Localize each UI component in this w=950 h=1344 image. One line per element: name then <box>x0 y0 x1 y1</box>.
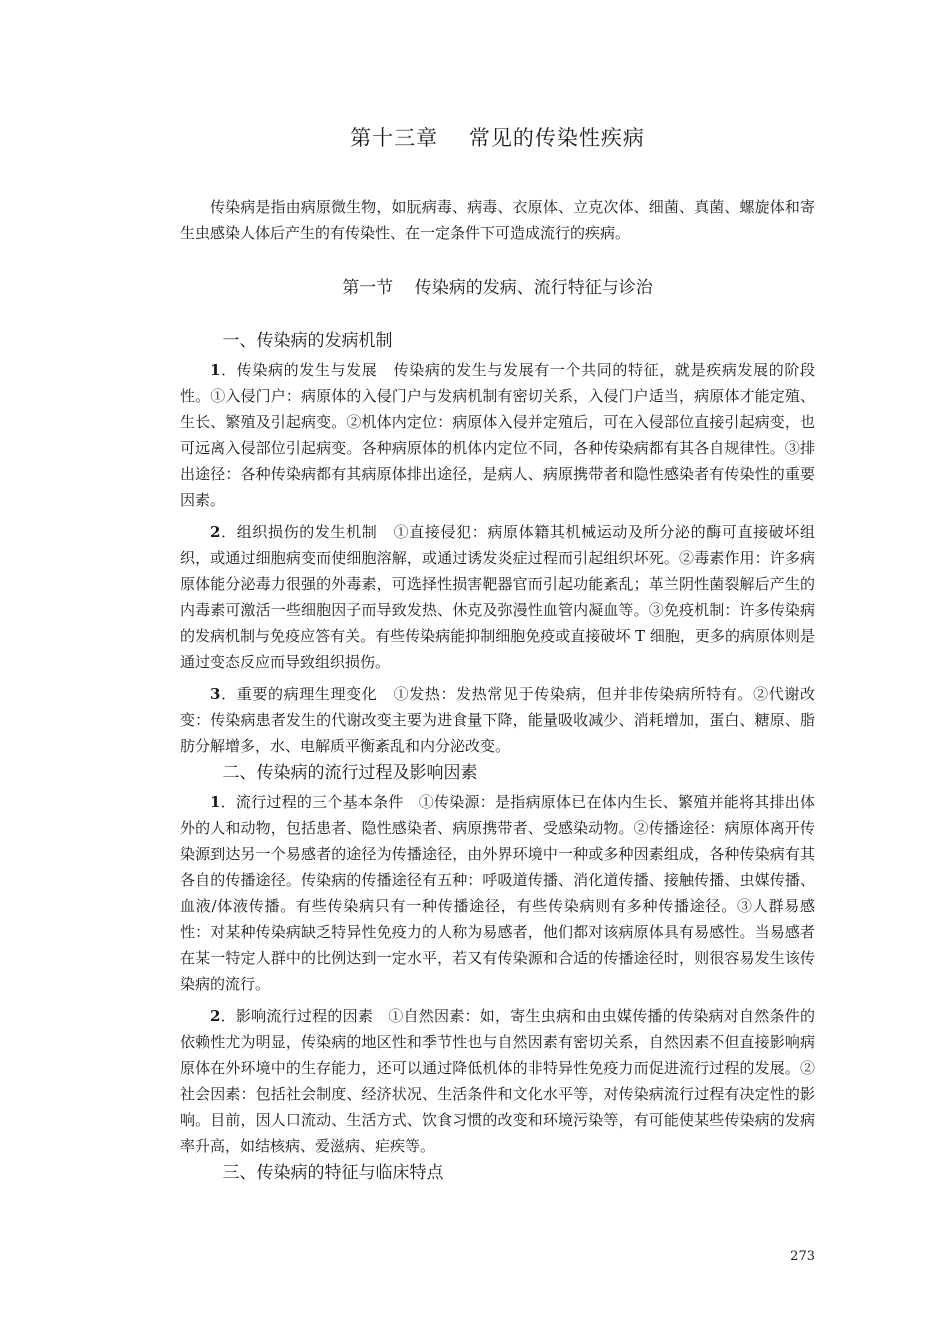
subheading-1: 一、传染病的发病机制 <box>222 331 393 351</box>
item-number: 1 <box>210 361 221 379</box>
item-lead: ．流行过程的三个基本条件 <box>220 793 419 811</box>
item-number: 3 <box>210 685 221 703</box>
item-text: ①自然因素：如，寄生虫病和由虫媒传播的传染病对自然条件的依赖性尤为明显，传染病的地区性和季节性也与自然因素有密切关系，自然因素不但直接影响病原体在外环境中的生存能力，还可以通过降低机体的非特异性免疫力而促进流行过程的发展。②社会因素：包括社会制度、经济状况、生活条件和文化水平等，对传染病流行过程有决定性的影响。目前，因人口流动、生活方式、饮食习惯的改变和环境污染等，有可能使某些传染病的发病率升高，如结核病、爱滋病、疟疾等。 <box>180 1007 815 1155</box>
paragraph-1-1 <box>180 357 815 513</box>
item-lead: ．影响流行过程的因素 <box>220 1007 389 1025</box>
paragraph-1-2 <box>180 519 815 675</box>
paragraph-2-2 <box>180 1003 815 1159</box>
document-page <box>180 0 815 1344</box>
item-lead: ．重要的病理生理变化 <box>220 685 394 703</box>
item-lead: ．组织损伤的发生机制 <box>220 523 394 541</box>
subheading-2: 二、传染病的流行过程及影响因素 <box>222 763 478 783</box>
item-lead: ．传染病的发生与发展 <box>220 361 394 379</box>
page-number: 273 <box>790 1249 815 1264</box>
item-text: ①直接侵犯：病原体籍其机械运动及所分泌的酶可直接破坏组织，或通过细胞病变而使细胞溶解，或通过诱发炎症过程而引起组织坏死。②毒素作用：许多病原体能分泌毒力很强的外毒素，可选择性损害靶器官而引起功能紊乱；革兰阴性菌裂解后产生的内毒素可激活一些细胞因子而导致发热、休克及弥漫性血管内凝血等。③免疫机制：许多传染病的发病机制与免疫应答有关。有些传染病能抑制细胞免疫或直接破坏 T 细胞，更多的病原体则是通过变态反应而导致组织损伤。 <box>180 523 815 671</box>
item-number: 1 <box>210 793 221 811</box>
document-body <box>180 327 815 1187</box>
section-title: 第一节 传染病的发病、流行特征与诊治 <box>342 278 653 298</box>
item-text: ①发热：发热常见于传染病，但并非传染病所特有。②代谢改变：传染病患者发生的代谢改变主要为进食量下降，能量吸收减少、消耗增加，蛋白、糖原、脂肪分解增多，水、电解质平衡紊乱和内分泌改变。 <box>180 685 815 755</box>
paragraph-1-3 <box>180 681 815 759</box>
chapter-title: 第十三章 常见的传染性疾病 <box>350 126 645 150</box>
item-text: ①传染源：是指病原体已在体内生长、繁殖并能将其排出体外的人和动物，包括患者、隐性感染者、病原携带者、受感染动物。②传播途径：病原体离开传染源到达另一个易感者的途径为传播途径，由外界环境中一种或多种因素组成，各种传染病有其各自的传播途径。传染病的传播途径有五种：呼吸道传播、消化道传播、接触传播、虫媒传播、血液/体液传播。有些传染病只有一种传播途径，有些传染病则有多种传播途径。③人群易感性：对某种传染病缺乏特异性免疫力的人称为易感者，他们都对该病原体具有易感性。当易感者在某一特定人群中的比例达到一定水平，若又有传染源和合适的传播途径时，则很容易发生该传染病的流行。 <box>180 793 815 993</box>
intro-paragraph: 传染病是指由病原微生物，如朊病毒、病毒、衣原体、立克次体、细菌、真菌、螺旋体和寄生虫感染人体后产生的有传染性、在一定条件下可造成流行的疾病。 <box>180 198 815 242</box>
subheading-3: 三、传染病的特征与临床特点 <box>222 1163 444 1183</box>
item-number: 2 <box>210 523 221 541</box>
item-number: 2 <box>210 1007 221 1025</box>
item-text: 传染病的发生与发展有一个共同的特征，就是疾病发展的阶段性。①入侵门户：病原体的入侵门户与发病机制有密切关系，入侵门户适当，病原体才能定殖、生长、繁殖及引起病变。②机体内定位：病原体入侵并定殖后，可在入侵部位直接引起病变，也可远离入侵部位引起病变。各种病原体的机体内定位不同，各种传染病都有其各自规律性。③排出途径：各种传染病都有其病原体排出途径，是病人、病原携带者和隐性感染者有传染性的重要因素。 <box>180 361 815 509</box>
paragraph-2-1 <box>180 789 815 997</box>
